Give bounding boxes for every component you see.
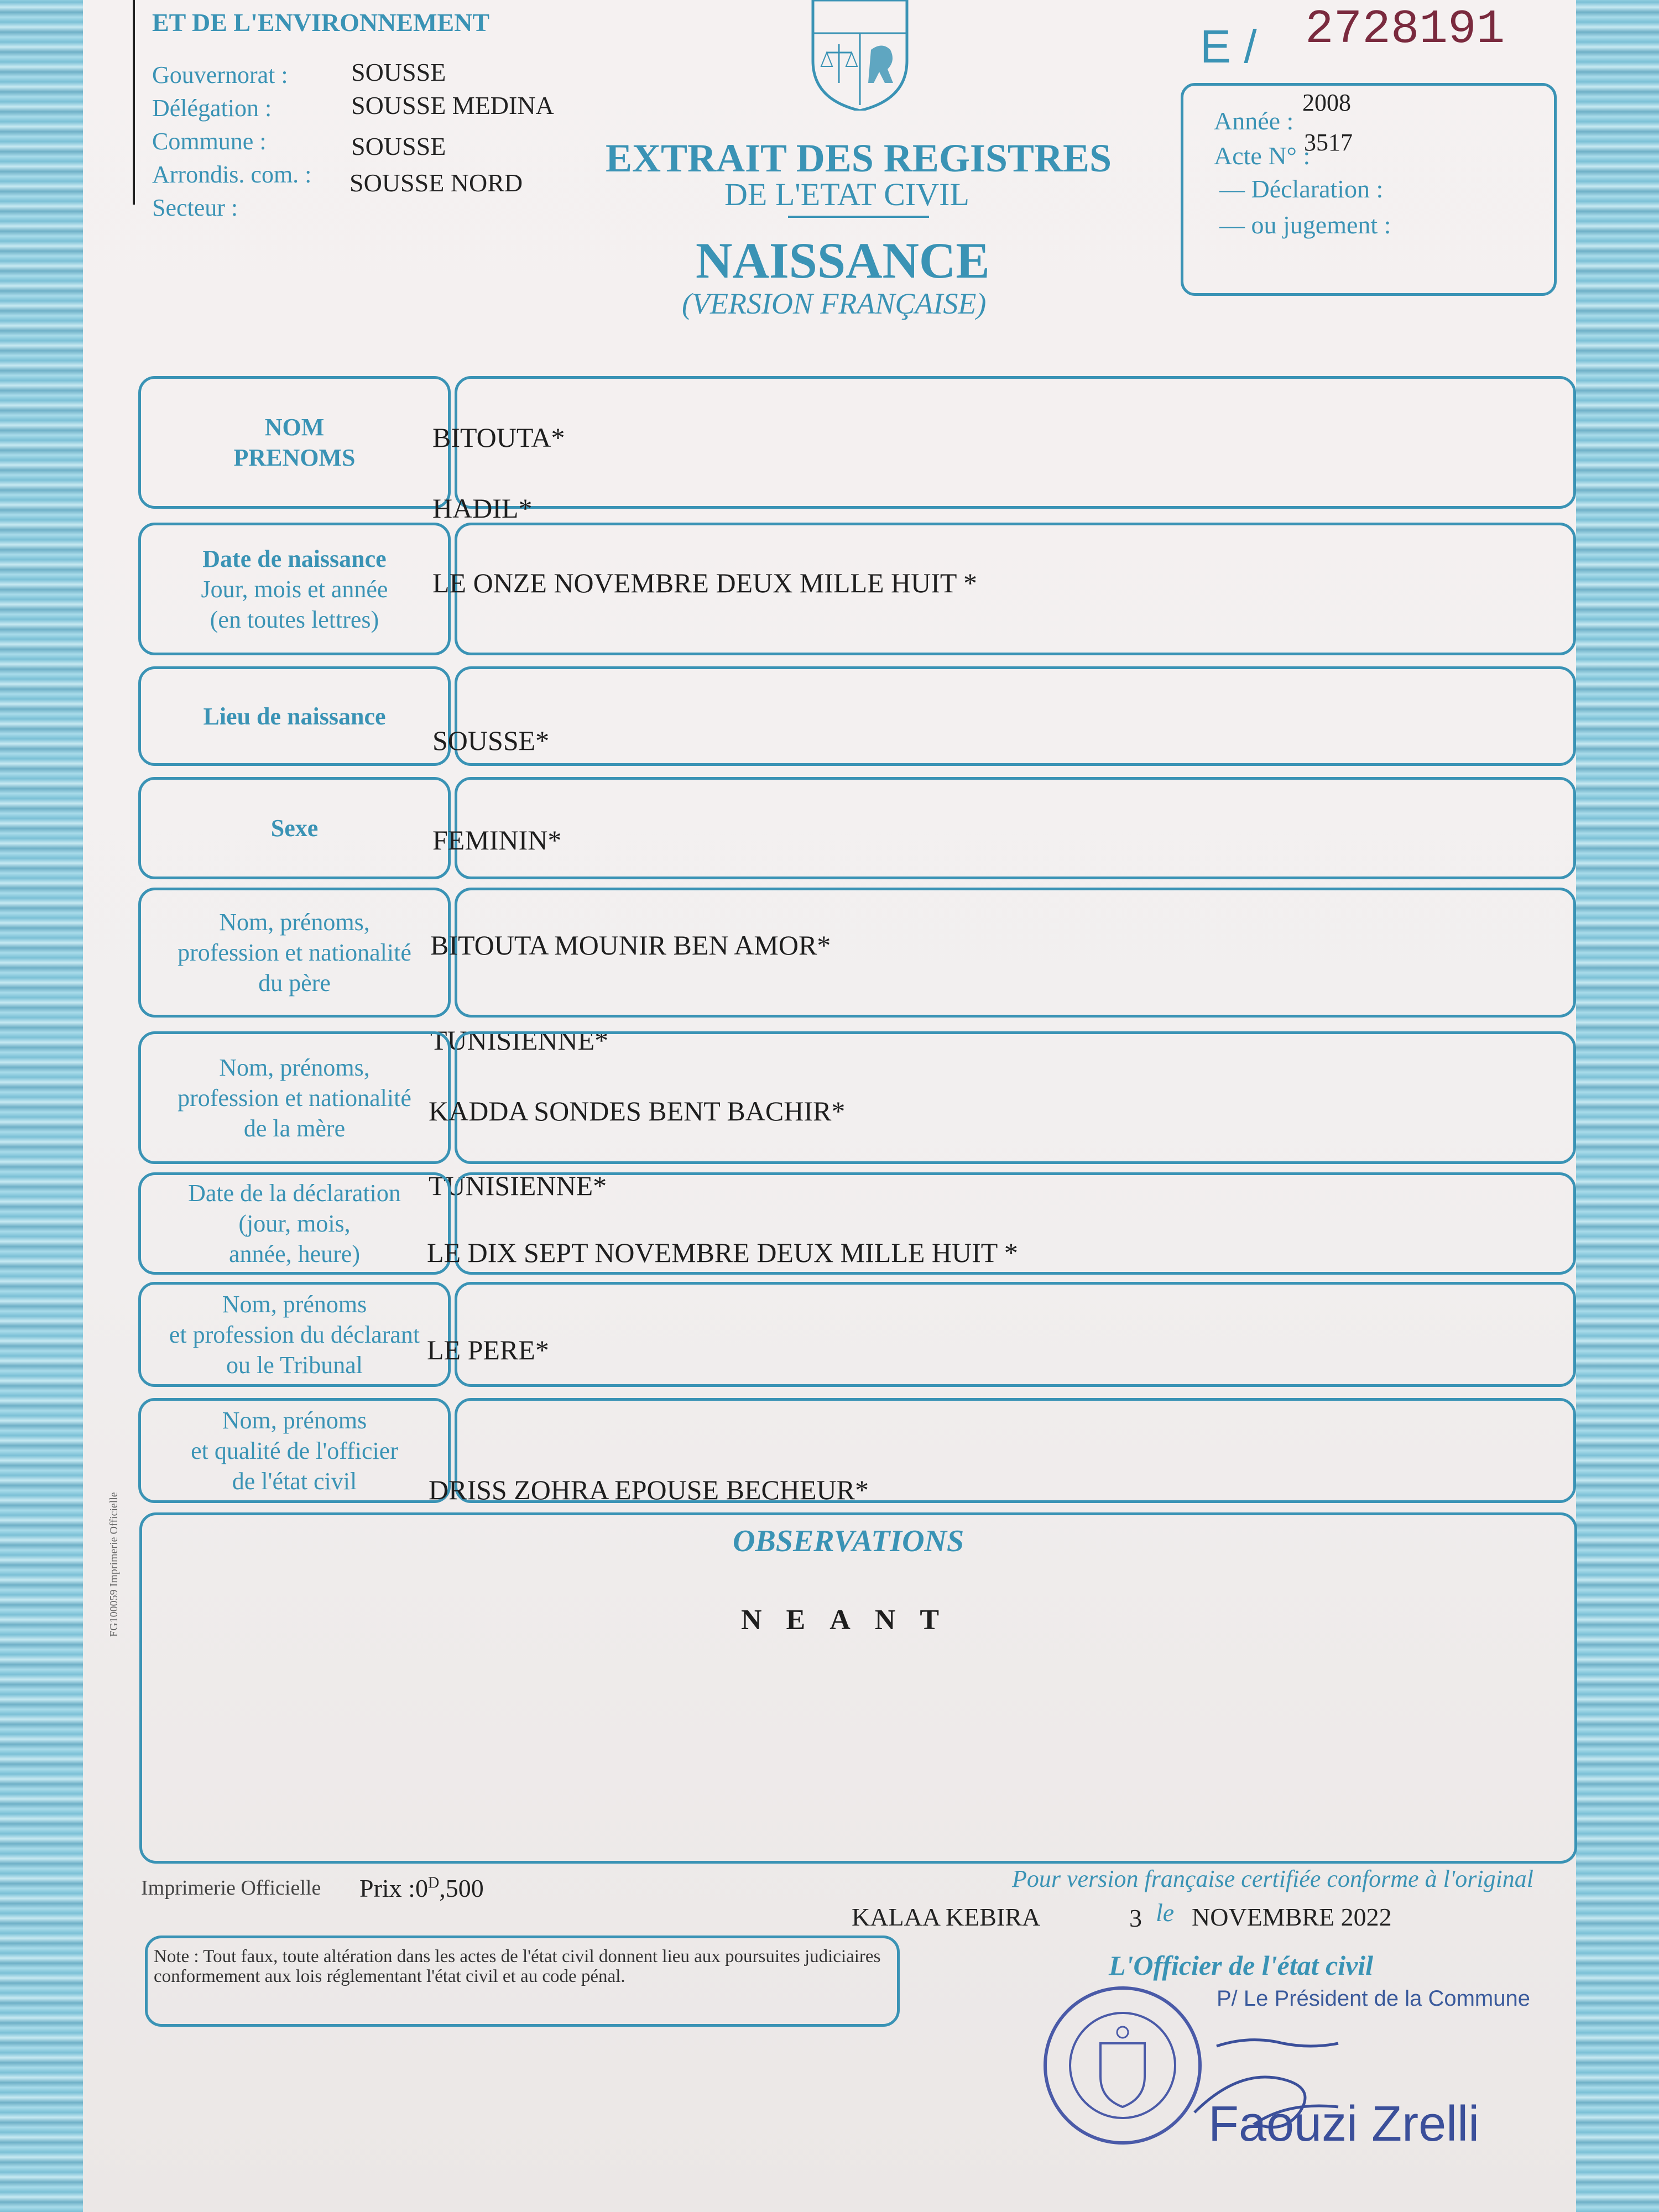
sexe-label: Sexe	[270, 815, 319, 842]
price	[359, 1874, 484, 1903]
declarant-label-3: ou le Tribunal	[226, 1351, 363, 1379]
coat-of-arms-emblem	[802, 0, 918, 111]
price-value: ,500	[439, 1874, 484, 1902]
date-naissance-sublabel: Jour, mois et année	[201, 575, 388, 603]
date-naissance-label: Date de naissance	[202, 545, 387, 572]
declarant-value: LE PERE*	[427, 1334, 549, 1365]
sexe-label-box	[138, 777, 451, 879]
date-naissance-value: LE ONZE NOVEMBRE DEUX MILLE HUIT *	[432, 567, 978, 598]
declaration-label-3: année, heure)	[229, 1240, 360, 1267]
header-divider	[133, 0, 135, 205]
acte-value: 3517	[1304, 129, 1353, 156]
pere-label-1: Nom, prénoms,	[219, 909, 370, 936]
officier-label-box	[138, 1398, 451, 1503]
issue-day: 3	[1129, 1904, 1142, 1932]
issue-month-year: NOVEMBRE 2022	[1192, 1903, 1392, 1931]
guilloche-border-left	[0, 0, 83, 2212]
lieu-value-box	[455, 666, 1576, 766]
year-value: 2008	[1302, 89, 1351, 116]
mere-label-1: Nom, prénoms,	[219, 1053, 370, 1081]
row-mere	[138, 1031, 1576, 1164]
commune-label: Commune :	[152, 128, 267, 155]
secteur-label: Secteur :	[152, 194, 238, 221]
sexe-value-box	[455, 777, 1576, 879]
title-rule	[788, 216, 929, 218]
mere-label-box	[138, 1031, 451, 1164]
guilloche-border-right	[1576, 0, 1659, 2212]
certification-text: Pour version française certifiée conforme à l'original	[1012, 1865, 1534, 1892]
date-naissance-sublabel-2: (en toutes lettres)	[210, 606, 379, 633]
acte-label: Acte N° :	[1214, 142, 1311, 170]
declaration-label-box	[138, 1172, 451, 1275]
price-label: Prix :0	[359, 1874, 428, 1902]
nom-prenoms-label-box	[138, 376, 451, 509]
declarant-label-2: et profession du déclarant	[169, 1321, 420, 1348]
arrondissement-value: SOUSSE NORD	[349, 169, 523, 197]
legal-note: Note : Tout faux, toute altération dans les actes de l'état civil donnent lieu aux poursuites judiciaires conformement aux lois réglementant l'état civil et au code pénal.	[154, 1947, 881, 1987]
gouvernorat-value: SOUSSE	[351, 58, 446, 86]
mere-nationality-value: TUNISIENNE*	[429, 1170, 607, 1201]
row-nom-prenoms	[138, 376, 1576, 509]
gouvernorat-label: Gouvernorat :	[152, 61, 288, 88]
declarant-label-box	[138, 1282, 451, 1387]
delegation-label: Délégation :	[152, 95, 272, 122]
document-title: EXTRAIT DES REGISTRES	[606, 136, 1112, 180]
officier-label-2: et qualité de l'officier	[191, 1437, 398, 1464]
document-version: (VERSION FRANÇAISE)	[682, 287, 987, 320]
nom-value: BITOUTA*	[432, 422, 565, 453]
officer-title: L'Officier de l'état civil	[1109, 1950, 1374, 1981]
lieu-label-box	[138, 666, 451, 766]
row-sexe	[138, 777, 1576, 879]
prenoms-value: HADIL*	[432, 493, 533, 524]
pere-label-3: du père	[258, 969, 331, 997]
signatory-role: P/ Le Président de la Commune	[1217, 1986, 1530, 2011]
mere-label-3: de la mère	[243, 1114, 346, 1142]
row-declarant	[138, 1282, 1576, 1387]
lieu-label: Lieu de naissance	[203, 702, 386, 730]
observations-box	[139, 1512, 1577, 1864]
date-naissance-label-box	[138, 523, 451, 655]
declaration-label-2: (jour, mois,	[238, 1210, 351, 1237]
serial-prefix: E /	[1200, 20, 1257, 72]
price-unit: D	[427, 1874, 440, 1892]
official-stamp	[1040, 1983, 1206, 2148]
officier-value: DRISS ZOHRA EPOUSE BECHEUR*	[429, 1474, 869, 1505]
mere-label-2: profession et nationalité	[178, 1084, 411, 1112]
arrondissement-label: Arrondis. com. :	[152, 161, 312, 188]
signatory-name: Faouzi Zrelli	[1208, 2096, 1480, 2152]
lieu-value: SOUSSE*	[432, 725, 550, 756]
commune-value: SOUSSE	[351, 132, 446, 160]
issue-place: KALAA KEBIRA	[852, 1903, 1041, 1931]
row-lieu-naissance	[138, 666, 1576, 766]
mere-name-value: KADDA SONDES BENT BACHIR*	[429, 1095, 846, 1126]
nom-prenoms-value-box	[455, 376, 1576, 509]
pere-nationality-value: TUNISIENNE*	[430, 1025, 609, 1056]
pere-label-2: profession et nationalité	[178, 939, 411, 966]
document-type: NAISSANCE	[696, 232, 990, 289]
delegation-value: SOUSSE MEDINA	[351, 91, 554, 119]
declarant-value-box	[455, 1282, 1576, 1387]
document-subtitle: DE L'ETAT CIVIL	[724, 176, 969, 212]
officier-label-3: de l'état civil	[232, 1467, 357, 1495]
printer-name: Imprimerie Officielle	[141, 1876, 321, 1900]
issue-le: le	[1156, 1898, 1175, 1927]
year-label: Année :	[1214, 107, 1294, 135]
row-pere	[138, 888, 1576, 1018]
printer-reference: FG100059 Imprimerie Officielle	[108, 1492, 120, 1637]
officier-label-1: Nom, prénoms	[222, 1406, 367, 1434]
declaration-label-1: Date de la déclaration	[188, 1180, 401, 1207]
ministry-heading: ET DE L'ENVIRONNEMENT	[152, 8, 490, 36]
serial-number: 2728191	[1305, 2, 1505, 56]
declarant-label-1: Nom, prénoms	[222, 1290, 367, 1318]
pere-label-box	[138, 888, 451, 1018]
declaration-value: LE DIX SEPT NOVEMBRE DEUX MILLE HUIT *	[427, 1237, 1018, 1268]
observations-title: OBSERVATIONS	[733, 1524, 964, 1558]
prenoms-label: PRENOMS	[233, 444, 356, 471]
pere-name-value: BITOUTA MOUNIR BEN AMOR*	[430, 930, 831, 961]
declaration-label: — Déclaration :	[1219, 175, 1384, 203]
observations-value: NEANT	[741, 1604, 964, 1636]
nom-label: NOM	[264, 414, 325, 441]
sexe-value: FEMININ*	[432, 825, 562, 855]
jugement-label: — ou jugement :	[1219, 211, 1391, 239]
